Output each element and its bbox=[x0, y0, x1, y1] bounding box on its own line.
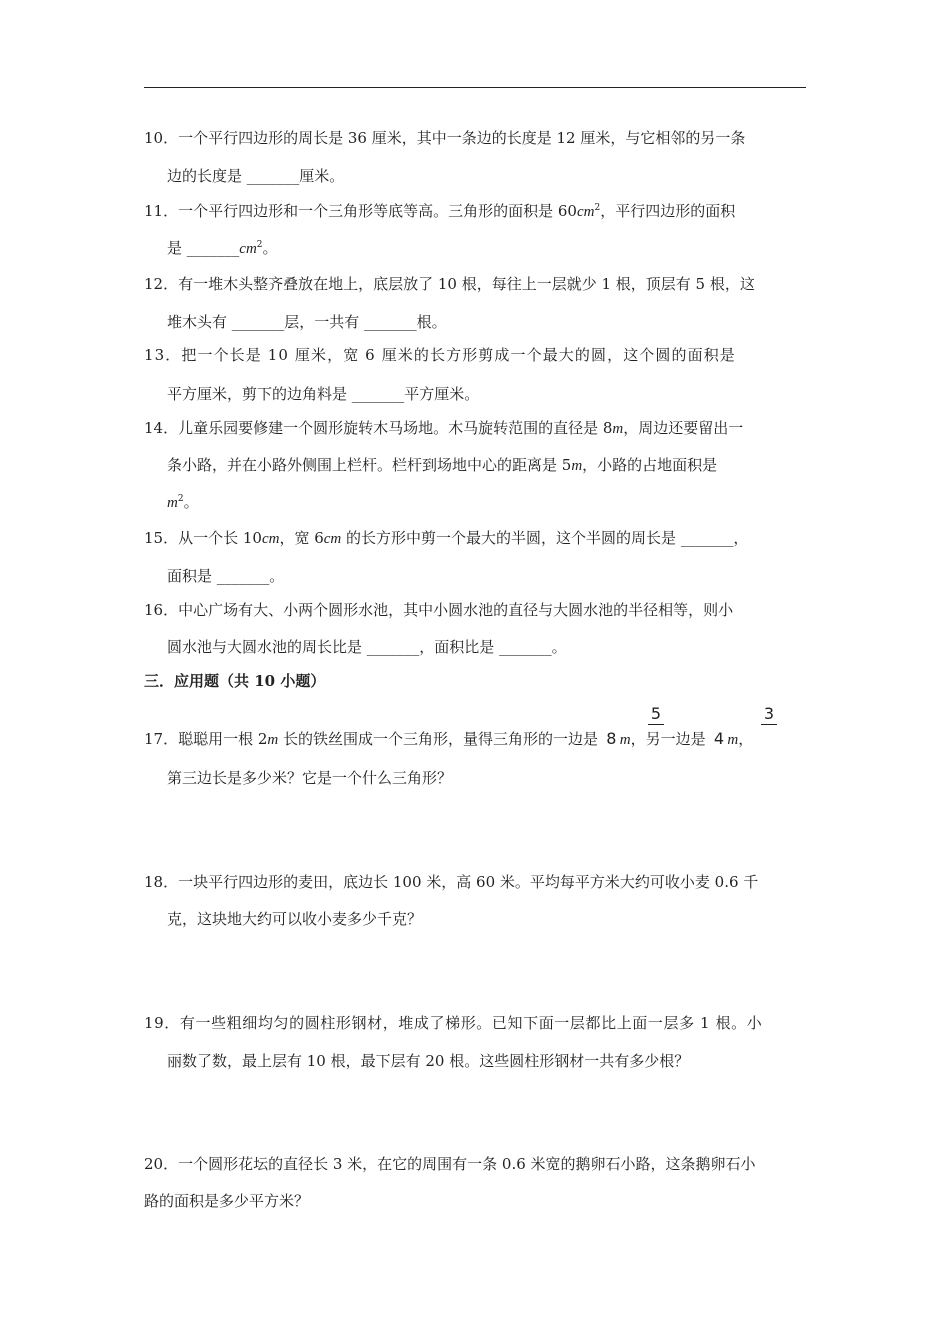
text: ，小路的占地面积是 bbox=[582, 456, 718, 474]
question-18-line-2: 克，这块地大约可以收小麦多少千克？ bbox=[167, 910, 423, 928]
text: ，周边还要留出一 bbox=[623, 419, 744, 437]
text: ，平行四边形的面积 bbox=[600, 202, 736, 220]
text: 厘米。 bbox=[299, 167, 345, 185]
text: 层，一共有 bbox=[284, 313, 365, 331]
unit: m bbox=[612, 421, 624, 437]
question-19-line-1: 19．有一些粗细均匀的圆柱形钢材，堆成了梯形。已知下面一层都比上面一层多 1 根。小 bbox=[144, 1014, 763, 1032]
question-12-line-2 bbox=[167, 312, 447, 332]
text: 11．一个平行四边形和一个三角形等底等高。三角形的面积是 60 bbox=[144, 202, 577, 220]
question-17-line-2: 第三边长是多少米？它是一个什么三角形？ bbox=[167, 769, 453, 787]
unit: m bbox=[167, 495, 178, 511]
superscript: 2 bbox=[177, 494, 184, 504]
question-13-line-1: 13．把一个长是 10 厘米，宽 6 厘米的长方形剪成一个最大的圆，这个圆的面积是 bbox=[144, 346, 736, 364]
question-17-line-1 bbox=[144, 729, 753, 750]
fraction-bar bbox=[761, 724, 777, 725]
question-12-line-1: 12．有一堆木头整齐叠放在地上，底层放了 10 根，每往上一层就少 1 根，顶层有 5 根，这 bbox=[144, 275, 755, 293]
header-rule bbox=[144, 87, 806, 88]
text: 14．儿童乐园要修建一个圆形旋转木马场地。木马旋转范围的直径是 8 bbox=[144, 419, 613, 437]
unit: m bbox=[267, 732, 279, 748]
text: 。 bbox=[183, 493, 199, 511]
fraction-denominator: 8 bbox=[606, 729, 617, 748]
text: ，面积比是 bbox=[419, 638, 500, 656]
unit: m bbox=[571, 458, 583, 474]
text: 堆木头有 bbox=[167, 313, 232, 331]
question-14-line-1 bbox=[144, 418, 743, 439]
unit: m bbox=[619, 732, 631, 748]
text: 。 bbox=[262, 239, 278, 257]
text: 面积是 bbox=[167, 567, 217, 585]
text: 平方厘米，剪下的边角料是 bbox=[167, 385, 352, 403]
question-15-line-2 bbox=[167, 566, 284, 586]
question-19-line-2: 丽数了数，最上层有 10 根，最下层有 20 根。这些圆柱形钢材一共有多少根？ bbox=[167, 1052, 690, 1070]
superscript: 2 bbox=[256, 240, 263, 250]
superscript: 2 bbox=[594, 203, 601, 213]
question-10-line-1: 10．一个平行四边形的周长是 36 厘米，其中一条边的长度是 12 厘米，与它相邻的另一条 bbox=[144, 129, 746, 147]
answer-blank[interactable]: _______ bbox=[366, 638, 420, 656]
unit: cm bbox=[261, 531, 280, 547]
text: 平方厘米。 bbox=[404, 385, 480, 403]
question-14-line-2 bbox=[167, 455, 717, 476]
answer-blank[interactable]: _______ bbox=[499, 638, 552, 656]
question-10-line-2 bbox=[167, 166, 344, 186]
question-15-line-1 bbox=[144, 528, 748, 549]
text: 长的铁丝围成一个三角形，量得三角形的一边是 bbox=[278, 730, 603, 748]
answer-blank[interactable]: _______ bbox=[231, 313, 285, 331]
question-11-line-2 bbox=[167, 238, 278, 259]
question-20-line-2: 路的面积是多少平方米？ bbox=[144, 1192, 310, 1210]
fraction-numerator: 5 bbox=[650, 704, 662, 723]
text: 边的长度是 bbox=[167, 167, 247, 185]
fraction-numerator: 3 bbox=[763, 704, 775, 723]
unit: cm bbox=[239, 241, 257, 257]
question-16-line-2 bbox=[167, 637, 567, 657]
text: 。 bbox=[551, 638, 567, 656]
text: 的长方形中剪一个最大的半圆，这个半圆的周长是 bbox=[341, 529, 681, 547]
text: 15．从一个长 10 bbox=[144, 529, 262, 547]
fraction-bar bbox=[648, 724, 664, 725]
unit: cm bbox=[576, 204, 595, 220]
question-20-line-1: 20．一个圆形花坛的直径长 3 米，在它的周围有一条 0.6 米宽的鹅卵石小路，这条鹅卵石小 bbox=[144, 1155, 756, 1173]
question-13-line-2 bbox=[167, 384, 479, 404]
unit: cm bbox=[323, 531, 342, 547]
unit: m bbox=[727, 732, 739, 748]
text: ，宽 6 bbox=[279, 529, 324, 547]
text: 。 bbox=[269, 567, 285, 585]
answer-blank[interactable]: _______ bbox=[186, 239, 240, 257]
question-16-line-1: 16．中心广场有大、小两个圆形水池，其中小圆水池的直径与大圆水池的半径相等，则小 bbox=[144, 601, 734, 619]
question-14-line-3 bbox=[167, 492, 199, 513]
text: 是 bbox=[167, 239, 187, 257]
answer-blank[interactable]: _______ bbox=[216, 567, 270, 585]
text: ， bbox=[733, 529, 749, 547]
answer-blank[interactable]: _______ bbox=[364, 313, 417, 331]
text: ，另一边是 bbox=[630, 730, 711, 748]
answer-blank[interactable]: _______ bbox=[680, 529, 734, 547]
section-heading: 三．应用题（共 10 小题） bbox=[144, 672, 326, 690]
text: 条小路，并在小路外侧围上栏杆。栏杆到场地中心的距离是 5 bbox=[167, 456, 572, 474]
text: 圆水池与大圆水池的周长比是 bbox=[167, 638, 367, 656]
text: 根。 bbox=[416, 313, 447, 331]
text: ， bbox=[738, 730, 754, 748]
answer-blank[interactable]: _______ bbox=[246, 167, 300, 185]
text: 17．聪聪用一根 2 bbox=[144, 730, 268, 748]
question-18-line-1: 18．一块平行四边形的麦田，底边长 100 米，高 60 米。平均每平方米大约可收小麦 0.6 千 bbox=[144, 873, 759, 891]
fraction-denominator: 4 bbox=[713, 729, 725, 748]
question-11-line-1 bbox=[144, 201, 735, 222]
answer-blank[interactable]: _______ bbox=[351, 385, 405, 403]
